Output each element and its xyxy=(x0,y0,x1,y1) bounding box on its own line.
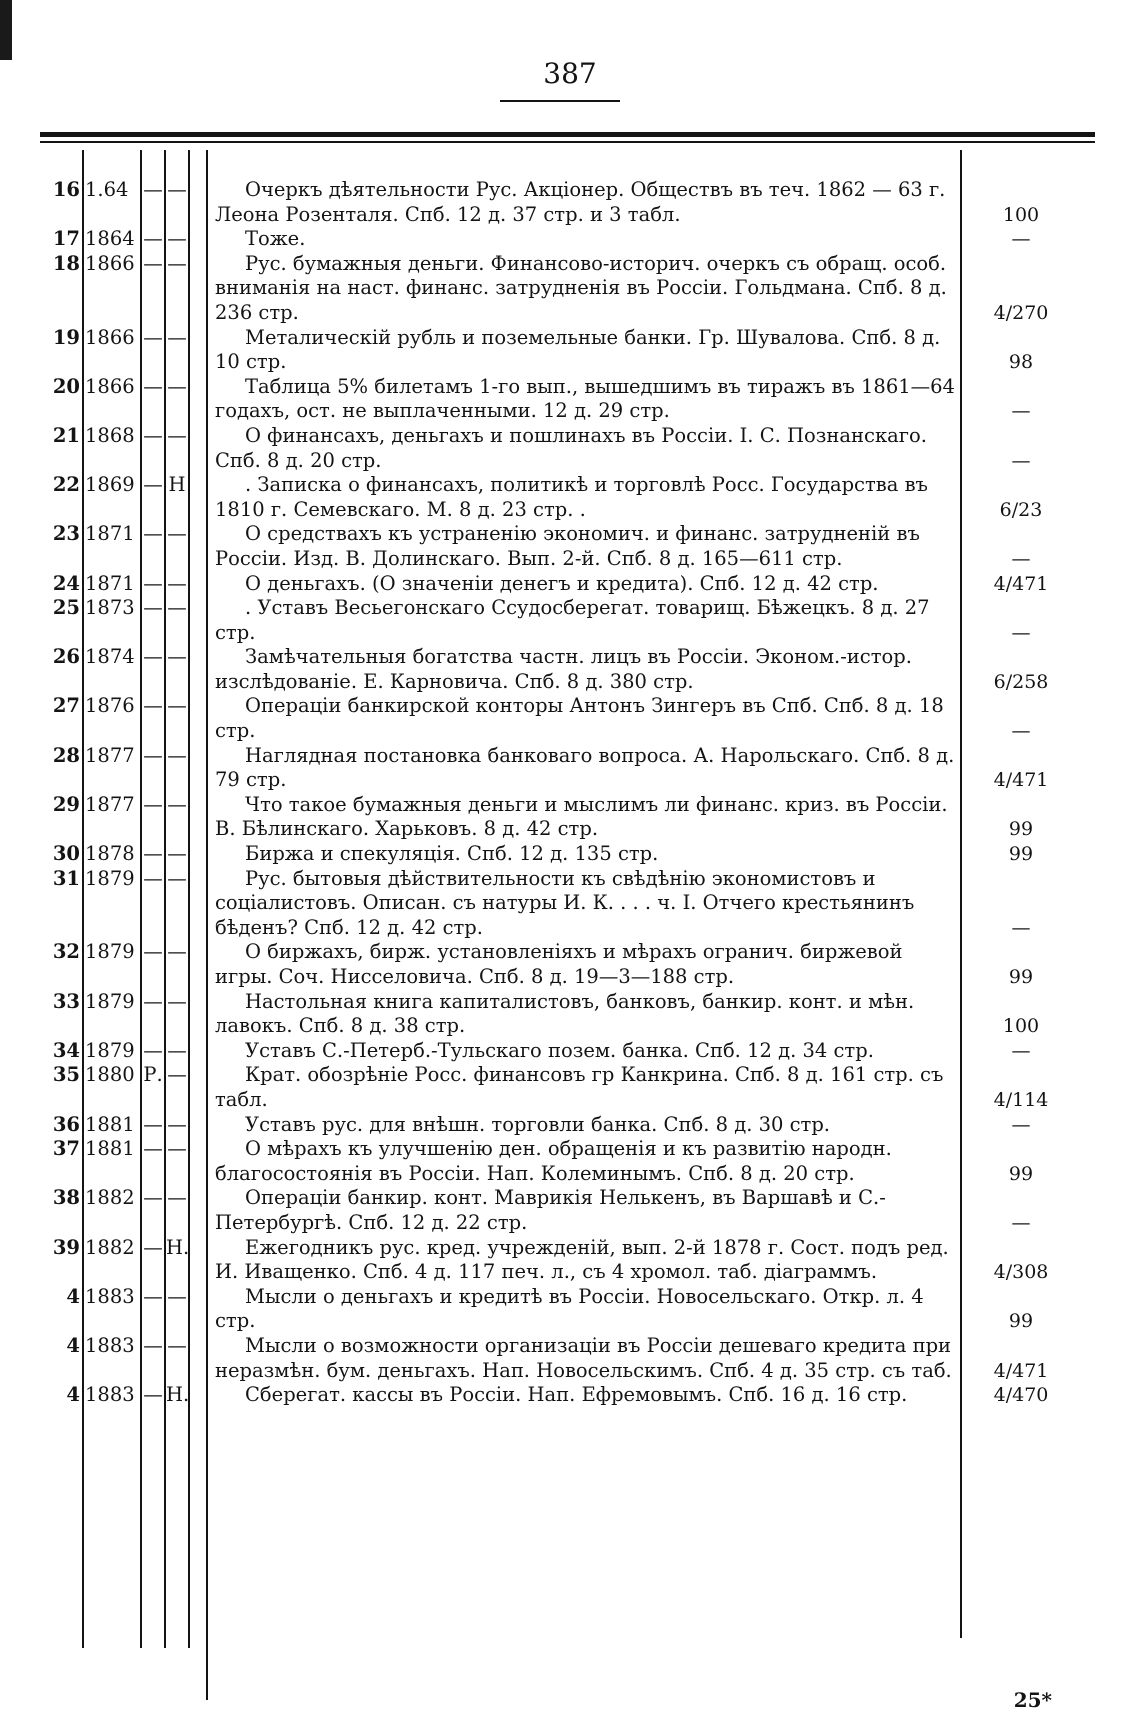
catalog-entry xyxy=(40,1334,1100,1383)
entry-mark-2: — xyxy=(167,1137,187,1161)
entry-mark-1: — xyxy=(143,645,163,669)
catalog-entry xyxy=(40,1236,1100,1285)
entry-reference: 99 xyxy=(1008,818,1034,841)
entry-number: 37 xyxy=(52,1137,80,1161)
entry-year: 1878 xyxy=(85,842,135,866)
entry-mark-1: — xyxy=(143,694,163,718)
entry-mark-2: Н xyxy=(168,473,186,497)
entry-description: О финансахъ, деньгахъ и пошлинахъ въ Россіи. I. С. Познанскаго. Спб. 8 д. 20 стр. xyxy=(215,423,927,472)
entry-mark-1: — xyxy=(143,178,163,201)
entry-year: 1873 xyxy=(85,596,135,620)
page-number-rule xyxy=(500,100,620,102)
catalog-entry xyxy=(40,326,1100,375)
entry-mark-1: — xyxy=(143,940,163,964)
catalog-entry xyxy=(40,1039,1100,1064)
entry-mark-2: — xyxy=(167,694,187,718)
entry-mark-1: — xyxy=(143,1333,163,1357)
catalog-entry xyxy=(40,375,1100,424)
entry-year: 1871 xyxy=(85,571,135,595)
entry-description: Таблица 5% билетамъ 1-го вып., вышедшимъ въ тиражъ въ 1861—64 годахъ, ост. не выплаченными. 12 д. 29 стр. xyxy=(215,374,955,423)
entry-year: 1877 xyxy=(85,743,135,767)
entry-reference: 4/308 xyxy=(993,1261,1049,1284)
entry-mark-2: — xyxy=(167,522,187,546)
header-rule xyxy=(40,132,1095,137)
entry-year: 1868 xyxy=(85,423,135,447)
entry-year: 1881 xyxy=(85,1137,135,1161)
entry-number: 28 xyxy=(52,743,80,767)
entry-mark-1: — xyxy=(143,596,163,620)
entry-description: Замѣчательныя богатства частн. лицъ въ Россіи. Эконом.-истор. изслѣдованіе. Е. Карновича. Спб. 8 д. 380 стр. xyxy=(215,645,912,693)
catalog-entry xyxy=(40,1137,1100,1186)
entry-description: . Записка о финансахъ, политикѣ и торговлѣ Росс. Государства въ 1810 г. Семевскаго. М. 8 д. 23 стр. . xyxy=(215,473,928,521)
entry-year: 1869 xyxy=(85,473,135,497)
entry-mark-2: Н. xyxy=(166,1383,190,1407)
entry-description: Тоже. xyxy=(245,227,306,251)
entry-description: Биржа и спекуляція. Спб. 12 д. 135 стр. xyxy=(245,842,659,866)
entry-number: 19 xyxy=(52,325,80,349)
entry-description: Уставъ С.-Петерб.-Тульскаго позем. банка. Спб. 12 д. 34 стр. xyxy=(245,1038,874,1062)
entry-reference: — xyxy=(1011,621,1031,644)
entry-description: Наглядная постановка банковаго вопроса. А. Нарольскаго. Спб. 8 д. 79 стр. xyxy=(215,743,955,792)
entry-mark-2: — xyxy=(167,940,187,964)
catalog-entry xyxy=(40,842,1100,867)
catalog-entry xyxy=(40,522,1100,571)
entry-mark-1: — xyxy=(143,842,163,866)
entry-year: 1879 xyxy=(85,940,135,964)
entry-number: 4 xyxy=(66,1383,80,1407)
entry-reference: 98 xyxy=(1008,351,1034,374)
entry-number: 4 xyxy=(66,1284,80,1308)
entry-mark-1: — xyxy=(143,251,163,275)
catalog-entry xyxy=(40,793,1100,842)
catalog-entry xyxy=(40,424,1100,473)
catalog-entry xyxy=(40,645,1100,694)
entry-number: 17 xyxy=(52,227,80,251)
entry-reference: — xyxy=(1011,449,1031,472)
entry-description: Настольная книга капиталистовъ, банковъ, банкир. конт. и мѣн. лавокъ. Спб. 8 д. 38 стр. xyxy=(215,989,915,1038)
entry-mark-1: — xyxy=(143,1112,163,1136)
catalog-entry xyxy=(40,744,1100,793)
entry-mark-1: — xyxy=(143,1186,163,1210)
header-rule-thin xyxy=(40,141,1095,143)
entry-number: 38 xyxy=(52,1186,80,1210)
entry-year: 1866 xyxy=(85,374,135,398)
entry-mark-2: — xyxy=(167,1186,187,1210)
entry-year: 1879 xyxy=(85,866,135,890)
catalog-entry xyxy=(40,178,1100,227)
entry-description: Что такое бумажныя деньги и мыслимъ ли финанс. криз. въ Россіи. В. Бѣлинскаго. Харьковъ. 8 д. 42 стр. xyxy=(215,792,948,841)
entry-mark-1: — xyxy=(143,227,163,251)
entry-mark-1: — xyxy=(143,1137,163,1161)
entry-reference: 4/114 xyxy=(993,1088,1049,1111)
entry-year: 1880 xyxy=(85,1063,135,1087)
entry-mark-2: — xyxy=(167,596,187,620)
entry-description: Операціи банкирской конторы Антонъ Зингеръ въ Спб. Спб. 8 д. 18 стр. xyxy=(215,694,944,743)
entry-mark-2: — xyxy=(167,374,187,398)
entry-year: 1881 xyxy=(85,1112,135,1136)
entry-mark-2: — xyxy=(167,989,187,1013)
entry-description: Рус. бумажныя деньги. Финансово-историч. очеркъ съ обращ. особ. вниманія на наст. финанс. затрудненія въ Россіи. Гольдмана. Спб. 8 д. 236 стр. xyxy=(215,251,947,324)
entry-description: Операціи банкир. конт. Маврикія Нелькенъ, въ Варшавѣ и С.-Петербургѣ. Спб. 12 д. 22 стр. xyxy=(215,1186,886,1234)
entry-reference: 4/471 xyxy=(993,769,1049,792)
entry-number: 4 xyxy=(66,1333,80,1357)
entry-mark-1: — xyxy=(143,1235,163,1259)
entry-description: Крат. обозрѣніе Росс. финансовъ гр Канкрина. Спб. 8 д. 161 стр. съ табл. xyxy=(215,1063,944,1111)
entry-number: 36 xyxy=(52,1112,80,1136)
entry-mark-2: — xyxy=(167,227,187,251)
entry-number: 26 xyxy=(52,645,80,669)
entry-mark-2: — xyxy=(167,1038,187,1062)
entry-number: 29 xyxy=(52,792,80,816)
entry-reference: 100 xyxy=(1002,203,1040,226)
entry-mark-1: — xyxy=(143,1383,163,1407)
catalog-entry xyxy=(40,990,1100,1039)
entry-year: 1883 xyxy=(85,1333,135,1357)
entry-mark-1: — xyxy=(143,374,163,398)
entry-year: 1866 xyxy=(85,325,135,349)
catalog-entry xyxy=(40,940,1100,989)
entry-reference: 99 xyxy=(1008,843,1034,866)
entry-description: О деньгахъ. (О значеніи денегъ и кредита). Спб. 12 д. 42 стр. xyxy=(245,571,879,595)
entry-mark-1: — xyxy=(143,571,163,595)
entry-reference: 100 xyxy=(1002,1015,1040,1038)
entry-mark-2: — xyxy=(167,1333,187,1357)
entry-description: О средствахъ къ устраненію экономич. и финанс. затрудненій въ Россіи. Изд. В. Долинскаго. Вып. 2-й. Спб. 8 д. 165—611 стр. xyxy=(215,522,920,570)
entry-number: 30 xyxy=(52,842,80,866)
entry-mark-2: — xyxy=(167,866,187,890)
page-number: 387 xyxy=(543,57,597,90)
catalog-entry xyxy=(40,694,1100,743)
entry-mark-2: — xyxy=(167,178,187,201)
entry-mark-1: — xyxy=(143,989,163,1013)
entry-description: О мѣрахъ къ улучшенію ден. обращенія и къ развитію народн. благосостоянія въ Россіи. Нап. Колеминымъ. Спб. 8 д. 20 стр. xyxy=(215,1137,892,1185)
entry-reference: — xyxy=(1011,720,1031,743)
entry-description: Уставъ рус. для внѣшн. торговли банка. Спб. 8 д. 30 стр. xyxy=(245,1112,830,1136)
entry-description: Металическій рубль и поземельные банки. Гр. Шувалова. Спб. 8 д. 10 стр. xyxy=(215,325,941,374)
entry-mark-2: — xyxy=(167,1063,187,1087)
entry-number: 31 xyxy=(52,866,80,890)
entry-year: 1.64 xyxy=(85,178,129,201)
entry-mark-2: — xyxy=(167,423,187,447)
catalog-entry xyxy=(40,227,1100,252)
entry-mark-1: — xyxy=(143,423,163,447)
catalog-entry xyxy=(40,1063,1100,1112)
catalog-entry xyxy=(40,473,1100,522)
entry-mark-1: — xyxy=(143,325,163,349)
catalog-entry xyxy=(40,1383,1100,1408)
entry-reference: 99 xyxy=(1008,1310,1034,1333)
entry-reference: — xyxy=(1011,1113,1031,1136)
entry-mark-1: — xyxy=(143,473,163,497)
entry-description: Мысли о возможности организаціи въ Россіи дешеваго кредита при неразмѣн. бум. деньгахъ. Нап. Новосельскимъ. Спб. 4 д. 35 стр. съ таб. xyxy=(215,1333,952,1382)
entry-mark-2: — xyxy=(167,792,187,816)
entry-mark-1: Р. xyxy=(143,1063,163,1087)
entry-number: 20 xyxy=(52,374,80,398)
entry-description: Очеркъ дѣятельности Рус. Акціонер. Обществъ въ теч. 1862 — 63 г. Леона Розенталя. Спб. 12 д. 37 стр. и 3 табл. xyxy=(215,178,946,226)
entry-mark-2: — xyxy=(167,743,187,767)
entry-year: 1864 xyxy=(85,227,135,251)
entry-year: 1879 xyxy=(85,989,135,1013)
catalog-table xyxy=(40,150,1100,1700)
entry-reference: — xyxy=(1011,547,1031,570)
entry-year: 1883 xyxy=(85,1383,135,1407)
entry-number: 21 xyxy=(52,423,80,447)
entry-number: 39 xyxy=(52,1235,80,1259)
catalog-entry xyxy=(40,596,1100,645)
entry-reference: — xyxy=(1011,1211,1031,1234)
entry-reference: — xyxy=(1011,1039,1031,1062)
entry-description: Сберегат. кассы въ Россіи. Нап. Ефремовымъ. Спб. 16 д. 16 стр. xyxy=(245,1383,908,1407)
entry-reference: 6/258 xyxy=(993,670,1049,693)
entry-year: 1871 xyxy=(85,522,135,546)
sheet-signature-mark: 25* xyxy=(1013,1688,1052,1712)
entry-reference: 99 xyxy=(1008,966,1034,988)
entry-number: 22 xyxy=(52,473,80,497)
entry-year: 1882 xyxy=(85,1186,135,1210)
catalog-entry xyxy=(40,1113,1100,1138)
entry-description: Рус. бытовыя дѣйствительности къ свѣдѣнію экономистовъ и соціалистовъ. Описан. съ натуры И. К. . . . ч. I. Отчего крестьянинъ бѣденъ? Спб. 12 д. 42 стр. xyxy=(215,866,915,939)
entry-number: 24 xyxy=(52,571,80,595)
entry-number: 23 xyxy=(52,522,80,546)
entry-description: Ежегодникъ рус. кред. учрежденій, вып. 2-й 1878 г. Сост. подъ ред. И. Иващенко. Спб. 4 д. 117 печ. л., съ 4 хромол. таб. діаграммъ. xyxy=(215,1235,949,1284)
entry-reference: 6/23 xyxy=(999,498,1043,521)
entry-mark-2: — xyxy=(167,571,187,595)
entry-mark-2: — xyxy=(167,1112,187,1136)
catalog-entry xyxy=(40,867,1100,941)
catalog-entries xyxy=(40,178,1100,1408)
entry-reference: 4/270 xyxy=(993,301,1049,324)
entry-year: 1876 xyxy=(85,694,135,718)
entry-mark-2: Н. xyxy=(166,1235,190,1259)
entry-mark-1: — xyxy=(143,1038,163,1062)
catalog-entry xyxy=(40,1285,1100,1334)
entry-year: 1883 xyxy=(85,1284,135,1308)
entry-number: 34 xyxy=(52,1038,80,1062)
entry-mark-1: — xyxy=(143,792,163,816)
entry-mark-2: — xyxy=(167,842,187,866)
entry-number: 18 xyxy=(52,251,80,275)
entry-number: 35 xyxy=(52,1063,80,1087)
entry-year: 1877 xyxy=(85,792,135,816)
entry-number: 25 xyxy=(52,596,80,620)
entry-year: 1874 xyxy=(85,645,135,669)
entry-mark-1: — xyxy=(143,866,163,890)
entry-number: 33 xyxy=(52,989,80,1013)
entry-mark-2: — xyxy=(167,325,187,349)
entry-mark-1: — xyxy=(143,743,163,767)
entry-reference: 4/471 xyxy=(993,1359,1049,1382)
entry-description: Мысли о деньгахъ и кредитѣ въ Россіи. Новосельскаго. Откр. л. 4 стр. xyxy=(215,1284,924,1333)
entry-description: О биржахъ, бирж. установленіяхъ и мѣрахъ огранич. биржевой игры. Соч. Нисселовича. Спб. 8 д. 19—3—188 стр. xyxy=(215,940,903,988)
entry-mark-2: — xyxy=(167,1284,187,1308)
entry-year: 1866 xyxy=(85,251,135,275)
entry-mark-2: — xyxy=(167,251,187,275)
entry-reference: — xyxy=(1011,228,1031,251)
entry-reference: — xyxy=(1011,916,1031,939)
page-edge-mark xyxy=(0,0,12,60)
entry-number: 27 xyxy=(52,694,80,718)
entry-reference: 4/471 xyxy=(993,572,1049,595)
entry-year: 1879 xyxy=(85,1038,135,1062)
entry-year: 1882 xyxy=(85,1235,135,1259)
entry-number: 16 xyxy=(52,178,80,201)
entry-reference: 4/470 xyxy=(993,1384,1049,1407)
catalog-entry xyxy=(40,1186,1100,1235)
entry-mark-1: — xyxy=(143,1284,163,1308)
entry-description: . Уставъ Весьегонскаго Ссудосберегат. товарищ. Бѣжецкъ. 8 д. 27 стр. xyxy=(215,596,930,644)
entry-mark-1: — xyxy=(143,522,163,546)
entry-mark-2: — xyxy=(167,645,187,669)
catalog-entry xyxy=(40,252,1100,326)
entry-reference: 99 xyxy=(1008,1162,1034,1185)
entry-reference: — xyxy=(1011,400,1031,423)
entry-number: 32 xyxy=(52,940,80,964)
catalog-entry xyxy=(40,572,1100,597)
